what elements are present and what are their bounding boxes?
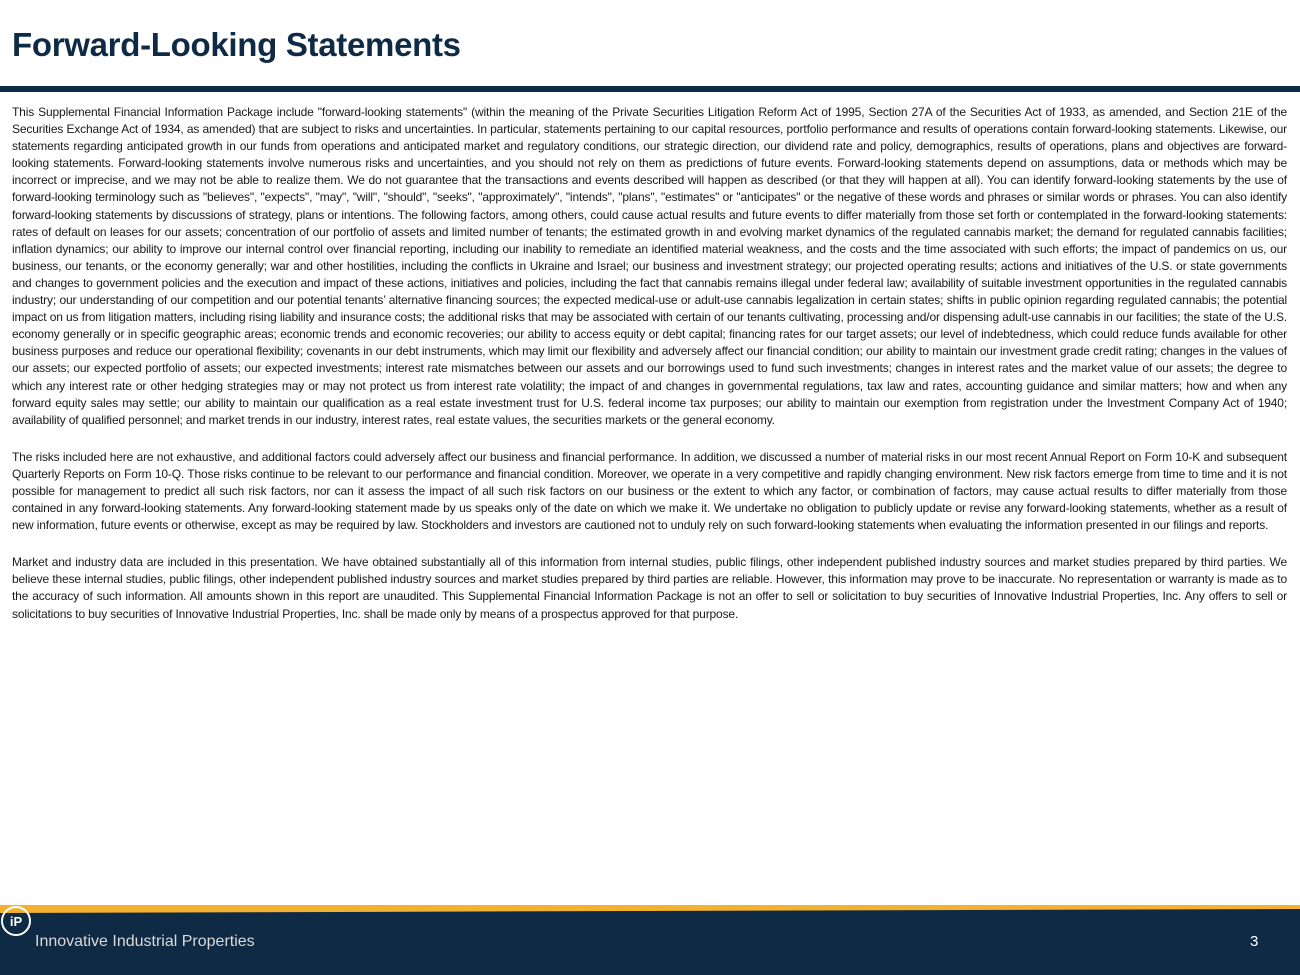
- page-title: Forward-Looking Statements: [12, 26, 461, 63]
- company-name: Innovative Industrial Properties: [35, 933, 255, 950]
- title-divider: [0, 86, 1300, 92]
- logo-text: iP: [9, 914, 23, 929]
- paragraph-risks: The risks included here are not exhaustive, and additional factors could adversely affect our business and financial performance. In addition, we discussed a number of material risks in our most recent Annual Report on Form 10-K and subsequent Quarterly Reports on Form 10-Q. Those risks continue to be relevant to our performance and financial condition. Moreover, we operate in a very competitive and rapidly changing environment. New risk factors emerge from time to time and it is not possible for management to predict all such risk factors, nor can it assess the impact of all such risk factors on our business or the extent to which any factor, or combination of factors, may cause actual results to differ materially from those contained in any forward-looking statements. Any forward-looking statement made by us speaks only of the date on which we make it. We undertake no obligation to publicly update or revise any forward-looking statements, whether as a result of new information, future events or otherwise, except as may be required by law. Stockholders and investors are cautioned not to unduly rely on such forward-looking statements when evaluating the information presented in our filings and reports.: [12, 449, 1287, 533]
- paragraph-forward-looking: This Supplemental Financial Information Package include "forward-looking statements" (within the meaning of the Private Securities Litigation Reform Act of 1995, Section 27A of the Securities Act of 1933, as amended, and Section 21E of the Securities Exchange Act of 1934, as amended) that are subject to risks and uncertainties. In particular, statements pertaining to our capital resources, portfolio performance and results of operations contain forward-looking statements. Likewise, our statements regarding anticipated growth in our funds from operations and anticipated market and regulatory conditions, our strategic direction, our dividend rate and policy, demographics, results of operations, plans and objectives are forward-looking statements. Forward-looking statements involve numerous risks and uncertainties, and you should not rely on them as predictions of future events. Forward-looking statements depend on assumptions, data or methods which may be incorrect or imprecise, and we may not be able to realize them. We do not guarantee that the transactions and events described will happen as described (or that they will happen at all). You can identify forward-looking statements by the use of forward-looking terminology such as "believes", "expects", "may", "will", "should", "seeks", "approximately", "intends", "plans", "estimates" or "anticipates" or the negative of these words and phrases or similar words or phrases. You can also identify forward-looking statements by discussions of strategy, plans or intentions. The following factors, among others, could cause actual results and future events to differ materially from those set forth or contemplated in the forward-looking statements: rates of default on leases for our assets; concentration of our portfolio of assets and limited number of tenants; the estimated growth in and evolving market dynamics of the regulated cannabis market; the demand for regulated cannabis facilities; inflation dynamics; our ability to improve our internal control over financial reporting, including our inability to remediate an identified material weakness, and the costs and the time associated with such efforts; the impact of pandemics on us, our business, our tenants, or the economy generally; war and other hostilities, including the conflicts in Ukraine and Israel; our business and investment strategy; our projected operating results; actions and initiatives of the U.S. or state governments and changes to government policies and the execution and impact of these actions, initiatives and policies, including the fact that cannabis remains illegal under federal law; availability of suitable investment opportunities in the regulated cannabis industry; our understanding of our competition and our potential tenants’ alternative financing sources; the expected medical-use or adult-use cannabis legalization in certain states; shifts in public opinion regarding regulated cannabis; the potential impact on us from litigation matters, including rising liability and insurance costs; the additional risks that may be associated with certain of our tenants cultivating, processing and/or dispensing adult-use cannabis in our facilities; the state of the U.S. economy generally or in specific geographic areas; economic trends and economic recoveries; our ability to access equity or debt capital; financing rates for our target assets; our level of indebtedness, which could reduce funds available for other business purposes and reduce our operational flexibility; covenants in our debt instruments, which may limit our flexibility and adversely affect our financial condition; our ability to maintain our investment grade credit rating; changes in the values of our assets; our expected portfolio of assets; our expected investments; interest rate mismatches between our assets and our borrowings used to fund such investments; changes in interest rates and the market value of our assets; the degree to which any interest rate or other hedging strategies may or may not protect us from interest rate volatility; the impact of and changes in governmental regulations, tax law and rates, accounting guidance and similar matters; how and when any forward equity sales may settle; our ability to maintain our qualification as a real estate investment trust for U.S. federal income tax purposes; our ability to maintain our exemption from registration under the Investment Company Act of 1940; availability of qualified personnel; and market trends in our industry, interest rates, real estate values, the securities markets or the general economy.: [12, 105, 1287, 427]
- iip-logo-icon: [0, 905, 32, 937]
- footer: [0, 905, 1300, 975]
- paragraph-market-data: Market and industry data are included in this presentation. We have obtained substantially all of this information from internal studies, public filings, other independent published industry sources and market studies prepared by third parties. We believe these internal studies, public filings, other independent published industry sources and market studies prepared by third parties are reliable. However, this information may prove to be inaccurate. No representation or warranty is made as to the accuracy of such information. All amounts shown in this report are unaudited. This Supplemental Financial Information Package is not an offer to sell or solicitation to buy securities of Innovative Industrial Properties, Inc. Any offers to sell or solicitations to buy securities of Innovative Industrial Properties, Inc. shall be made only by means of a prospectus approved for that purpose.: [12, 555, 1287, 621]
- disclaimer-body: [12, 104, 1287, 643]
- page-number: 3: [1250, 933, 1259, 950]
